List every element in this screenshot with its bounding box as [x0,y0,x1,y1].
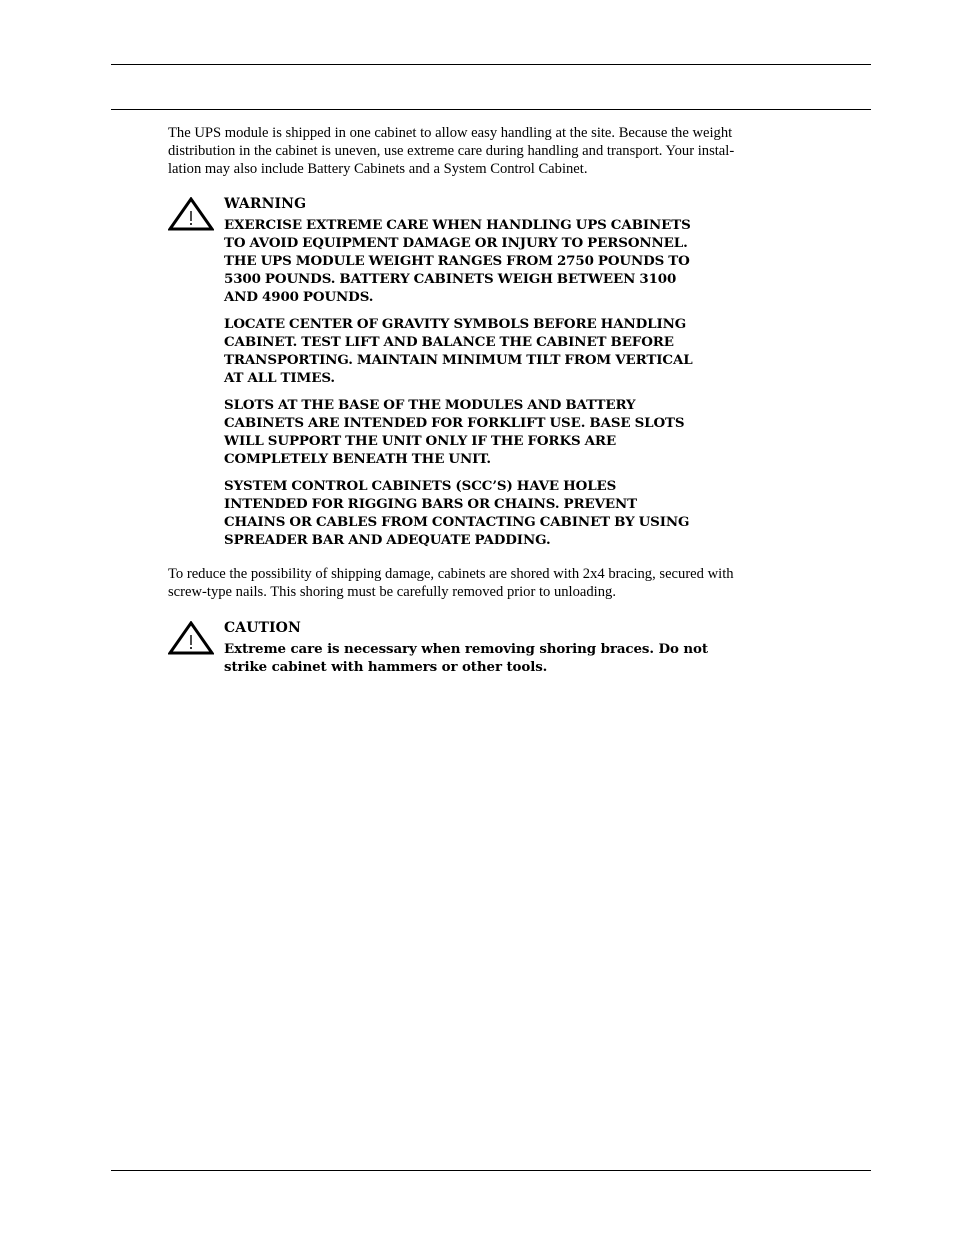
warning-line: SPREADER BAR AND ADEQUATE PADDING. [224,532,551,548]
warning-line: 5300 POUNDS. BATTERY CABINETS WEIGH BETWEEN 3100 [224,271,677,287]
warning-line: EXERCISE EXTREME CARE WHEN HANDLING UPS CABINETS [224,217,691,233]
warning-line: AND 4900 POUNDS. [224,289,374,305]
warning-triangle-icon [168,197,214,231]
warning-line: CABINETS ARE INTENDED FOR FORKLIFT USE. BASE SLOTS [224,415,685,431]
intro-line: The UPS module is shipped in one cabinet to allow easy handling at the site. Because the weight [168,125,733,141]
header-rule-top [111,64,871,65]
caution-body [224,619,784,676]
warning-line: CABINET. TEST LIFT AND BALANCE THE CABINET BEFORE [224,334,674,350]
footer-rule [111,1170,871,1171]
caution-triangle-icon [168,621,214,655]
warning-paragraph [224,315,784,387]
shoring-paragraph [168,565,858,601]
intro-line: distribution in the cabinet is uneven, use extreme care during handling and transport. Your instal- [168,143,735,159]
caution-heading: CAUTION [224,620,301,636]
shoring-line: screw-type nails. This shoring must be carefully removed prior to unloading. [168,584,616,600]
warning-line: WILL SUPPORT THE UNIT ONLY IF THE FORKS ARE [224,433,617,449]
warning-line: SLOTS AT THE BASE OF THE MODULES AND BATTERY [224,397,636,413]
intro-line: lation may also include Battery Cabinets and a System Control Cabinet. [168,161,588,177]
warning-line: SYSTEM CONTROL CABINETS (SCC’S) HAVE HOLES [224,478,617,494]
warning-line: AT ALL TIMES. [224,370,335,386]
warning-line: THE UPS MODULE WEIGHT RANGES FROM 2750 POUNDS TO [224,253,690,269]
warning-line: TRANSPORTING. MAINTAIN MINIMUM TILT FROM VERTICAL [224,352,693,368]
warning-paragraph [224,216,784,306]
warning-line: TO AVOID EQUIPMENT DAMAGE OR INJURY TO PERSONNEL. [224,235,688,251]
warning-line: INTENDED FOR RIGGING BARS OR CHAINS. PREVENT [224,496,637,512]
warning-line: COMPLETELY BENEATH THE UNIT. [224,451,491,467]
intro-paragraph [168,124,858,178]
header-rule-bottom [111,109,871,110]
shoring-line: To reduce the possibility of shipping damage, cabinets are shored with 2x4 bracing, secured with [168,566,734,582]
warning-paragraph [224,477,784,549]
warning-body [224,195,784,558]
warning-paragraph [224,396,784,468]
caution-line: strike cabinet with hammers or other tools. [224,659,548,675]
warning-heading: WARNING [224,196,307,212]
warning-line: LOCATE CENTER OF GRAVITY SYMBOLS BEFORE HANDLING [224,316,687,332]
caution-paragraph [224,640,764,676]
warning-line: CHAINS OR CABLES FROM CONTACTING CABINET BY USING [224,514,690,530]
caution-line: Extreme care is necessary when removing shoring braces. Do not [224,641,708,657]
